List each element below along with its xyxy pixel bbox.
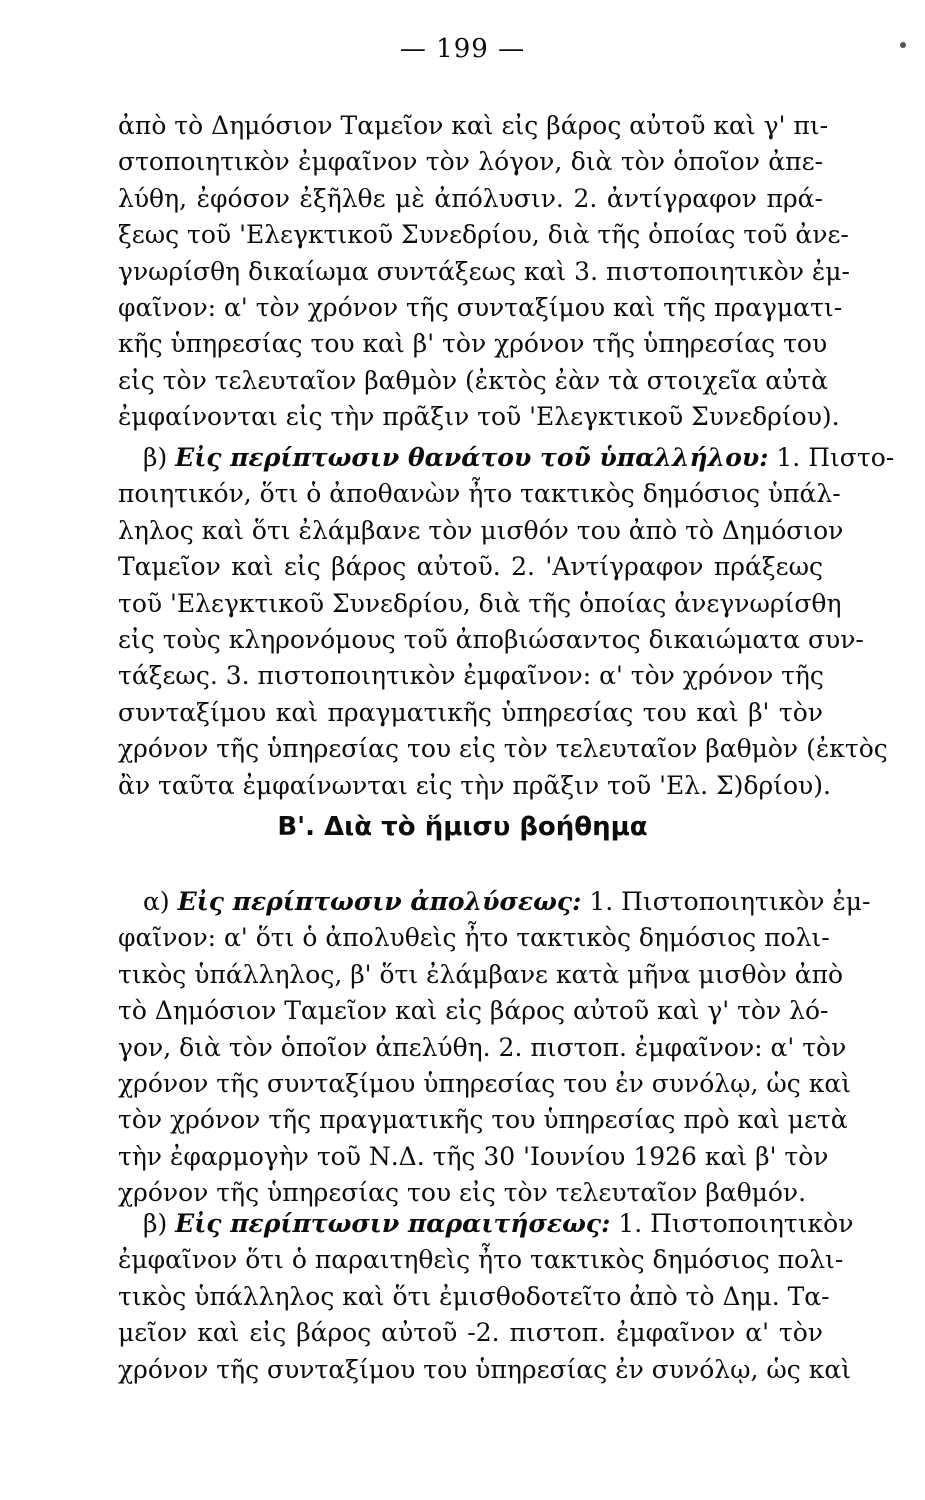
text-line: κῆς ὑπηρεσίας του καὶ β' τὸν χρόνον τῆς ὑπηρεσίας του xyxy=(118,329,828,359)
section-heading: Β'. Διὰ τὸ ἥμισυ βοήθημα xyxy=(277,812,648,842)
paragraph-death-case xyxy=(118,440,895,804)
scan-speck xyxy=(900,42,906,48)
paragraph-continuation xyxy=(118,108,850,436)
text-line-first xyxy=(118,884,871,920)
text-line: χρόνον τῆς συνταξίμου ὑπηρεσίας του ἐν συνόλῳ, ὡς καὶ xyxy=(118,1068,852,1098)
page-number: — 199 — xyxy=(399,34,526,64)
text-line: τικὸς ὑπάλληλος, β' ὅτι ἐλάμβανε κατὰ μῆνα μισθὸν ἀπὸ xyxy=(118,959,844,989)
text-line: λύθη, ἐφόσον ἐξῆλθε μὲ ἀπόλυσιν. 2. ἀντίγραφον πρά- xyxy=(118,183,823,213)
text-line: φαῖνον: α' ὅτι ὁ ἀπολυθεὶς ἦτο τακτικὸς δημόσιος πολι- xyxy=(118,923,830,953)
text-line: εἰς τοὺς κληρονόμους τοῦ ἀποβιώσαντος δικαιώματα συν- xyxy=(118,624,864,654)
text-line-first xyxy=(118,1206,854,1242)
text-line: ποιητικόν, ὅτι ὁ ἀποθανὼν ἦτο τακτικὸς δημόσιος ὑπάλ- xyxy=(118,479,841,509)
text-line: χρόνον τῆς ὑπηρεσίας του εἰς τὸν τελευταῖον βαθμὸν (ἐκτὸς xyxy=(118,734,888,764)
text-line: ἐμφαίνονται εἰς τὴν πρᾶξιν τοῦ 'Ελεγκτικοῦ Συνεδρίου). xyxy=(118,402,840,432)
text-line: μεῖον καὶ εἰς βάρος αὐτοῦ -2. πιστοπ. ἐμφαῖνον α' τὸν xyxy=(118,1318,823,1348)
text-line: εἰς τὸν τελευταῖον βαθμὸν (ἐκτὸς ἐὰν τὰ στοιχεῖα αὐτὰ xyxy=(118,365,829,395)
text-line: ἀπὸ τὸ Δημόσιον Ταμεῖον καὶ εἰς βάρος αὐτοῦ καὶ γ' πι- xyxy=(118,111,829,140)
item-letter: α) xyxy=(143,887,178,916)
case-title: Εἰς περίπτωσιν παραιτήσεως: xyxy=(175,1209,611,1238)
text-fragment: 1. Πιστο- xyxy=(768,443,895,472)
text-line-first xyxy=(118,440,895,476)
text-line: ξεως τοῦ 'Ελεγκτικοῦ Συνεδρίου, διὰ τῆς ὁποίας τοῦ ἀνε- xyxy=(118,220,849,250)
text-line: χρόνον τῆς συνταξίμου του ὑπηρεσίας ἐν συνόλῳ, ὡς καὶ xyxy=(118,1354,852,1384)
text-line: τικὸς ὑπάλληλος καὶ ὅτι ἐμισθοδοτεῖτο ἀπὸ τὸ Δημ. Τα- xyxy=(118,1281,830,1311)
text-fragment: 1. Πιστοποιητικὸν xyxy=(610,1209,854,1238)
text-line: φαῖνον: α' τὸν χρόνον τῆς συνταξίμου καὶ τῆς πραγματι- xyxy=(118,292,843,322)
case-title: Εἰς περίπτωσιν ἀπολύσεως: xyxy=(177,887,582,916)
text-line: γον, διὰ τὸν ὁποῖον ἀπελύθη. 2. πιστοπ. ἐμφαῖνον: α' τὸν xyxy=(118,1032,847,1062)
text-line: τὸν χρόνον τῆς πραγματικῆς του ὑπηρεσίας πρὸ καὶ μετὰ xyxy=(118,1105,848,1135)
paragraph-dismissal-case xyxy=(118,884,871,1212)
text-line: γνωρίσθη δικαίωμα συντάξεως καὶ 3. πιστοποιητικὸν ἐμ- xyxy=(118,256,850,286)
text-line: Ταμεῖον καὶ εἰς βάρος αὐτοῦ. 2. 'Αντίγραφον πράξεως xyxy=(118,552,823,582)
text-line: τάξεως. 3. πιστοποιητικὸν ἐμφαῖνον: α' τὸν χρόνον τῆς xyxy=(118,661,824,691)
text-line: χρόνον τῆς ὑπηρεσίας του εἰς τὸν τελευταῖον βαθμόν. xyxy=(118,1178,807,1208)
text-fragment: 1. Πιστοποιητικὸν ἐμ- xyxy=(581,887,871,916)
text-line: συνταξίμου καὶ πραγματικῆς ὑπηρεσίας του καὶ β' τὸν xyxy=(118,697,823,727)
case-title: Εἰς περίπτωσιν θανάτου τοῦ ὑπαλλήλου: xyxy=(175,443,769,472)
text-line: ληλος καὶ ὅτι ἐλάμβανε τὸν μισθόν του ἀπὸ τὸ Δημόσιον xyxy=(118,515,844,545)
item-letter: β) xyxy=(143,443,176,472)
text-line: ἐμφαῖνον ὅτι ὁ παραιτηθεὶς ἦτο τακτικὸς δημόσιος πολι- xyxy=(118,1245,844,1275)
text-line: ἂν ταῦτα ἐμφαίνωνται εἰς τὴν πρᾶξιν τοῦ 'Ελ. Σ)δρίου). xyxy=(118,770,831,800)
text-line: τὸ Δημόσιον Ταμεῖον καὶ εἰς βάρος αὐτοῦ καὶ γ' τὸν λό- xyxy=(118,996,829,1026)
item-letter: β) xyxy=(143,1209,176,1238)
text-line: στοποιητικὸν ἐμφαῖνον τὸν λόγον, διὰ τὸν ὁποῖον ἀπε- xyxy=(118,147,823,177)
text-line: τὴν ἐφαρμογὴν τοῦ Ν.Δ. τῆς 30 'Ιουνίου 1926 καὶ β' τὸν xyxy=(118,1141,829,1171)
text-line: τοῦ 'Ελεγκτικοῦ Συνεδρίου, διὰ τῆς ὁποίας ἀνεγνωρίσθη xyxy=(118,588,842,618)
paragraph-resignation-case xyxy=(118,1206,854,1388)
